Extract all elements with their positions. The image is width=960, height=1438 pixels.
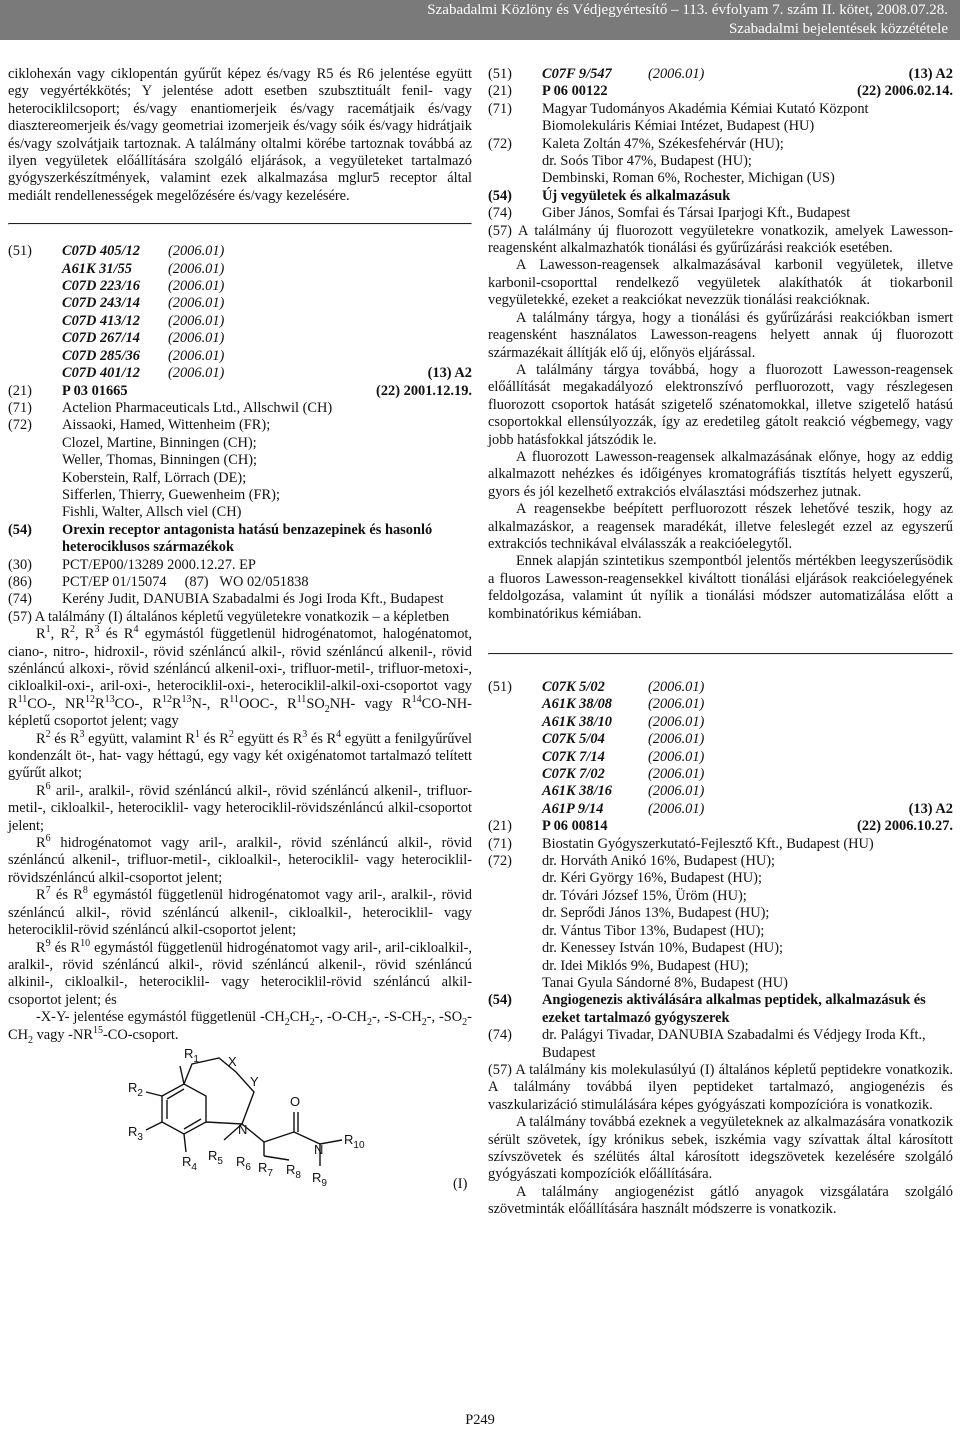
abstract-para: Ennek alapján szintetikus szempontból jelentős mértékben leegyszerűsödik a fluoros Lawesson-reagensekkel kiváltott tionálási eljárások reakcióelegyének feldolgozása, valamint út nyílik a tionálási módszer automatizálása előtt a kombinatórikus kémiában. <box>488 553 953 622</box>
formula-label: (I) <box>453 1175 468 1192</box>
azepine-ring <box>184 1058 254 1124</box>
applicant: Magyar Tudományos Akadémia Kémiai Kutató Központ Biomolekuláris Kémiai Intézet, Budapest (HU) <box>542 100 869 135</box>
inid-86: (86) <box>8 573 32 590</box>
ipc-version: (2006.01) <box>648 731 705 748</box>
inventor: dr. Kenessey István 10%, Budapest (HU); <box>542 940 783 957</box>
application-number: P 06 00122 <box>542 83 608 100</box>
inventor: dr. Vántus Tibor 13%, Budapest (HU); <box>542 922 765 939</box>
ipc-code: C07D 401/12 <box>62 365 140 382</box>
ipc-entry <box>542 696 953 713</box>
ipc-version: (2006.01) <box>168 243 225 260</box>
ipc-code: C07D 223/16 <box>62 278 140 295</box>
application-number: P 06 00814 <box>542 818 608 835</box>
ipc-entry <box>542 783 953 800</box>
kind-code: (13) A2 <box>908 66 953 82</box>
inid-54: (54) <box>488 187 512 204</box>
inventor: Tanai Gyula Sándorné 8%, Budapest (HU) <box>542 974 788 991</box>
abstract-para: $R^7$ és $R^8$ egymástól függetlenül hidrogénatomot vagy aril-, aralkil-, rövid szénláncú alkil-, rövid szénláncú alkenil-, cikloalkil-, heterociklil- vagy heterociklil-rövid szénláncú alkil-csoportot jelent; <box>8 885 472 939</box>
ipc-version: (2006.01) <box>648 800 705 817</box>
inid-22: (22) <box>376 382 401 399</box>
inid-21: (21) <box>8 382 32 399</box>
agent: Kerény Judit, DANUBIA Szabadalmi és Jogi Iroda Kft., Budapest <box>62 591 444 608</box>
right-column <box>488 66 953 1219</box>
bond <box>146 1092 162 1096</box>
inventor: Weller, Thomas, Binningen (CH); <box>62 452 258 469</box>
ipc-code: A61P 9/14 <box>542 800 604 817</box>
filing-date: 2006.02.14. <box>884 83 953 100</box>
filing-date: 2001.12.19. <box>403 382 472 399</box>
abstract-para: A találmány tárgya továbbá, hogy a fluorozott Lawesson-reagensek előállítását megakadályozó elektronszívó perfluorozott, vagy részlegesen fluorozott csoportok hatását szigetelő szénatomokkal, illetve szigetelő hatású csoportokkal ellensúlyozzák, így az eredetileg gátolt reakció végbemegy, vagy jobb hatásfokkal játszódik le. <box>488 361 953 448</box>
ipc-entry <box>62 330 472 347</box>
inid-72: (72) <box>488 853 512 870</box>
atom-label: $R_2$ <box>128 1079 143 1099</box>
ipc-version: (2006.01) <box>168 312 225 329</box>
atom-label: $R_4$ <box>182 1153 197 1173</box>
section-title: Szabadalmi bejelentések közzététele <box>728 21 948 37</box>
ipc-code: C07D 413/12 <box>62 312 140 329</box>
ipc-version: (2006.01) <box>648 66 705 82</box>
inid-74: (74) <box>8 591 32 608</box>
invention-title: Orexin receptor antagonista hatású benzazepinek és hasonló heterociklusos származékok <box>62 521 433 556</box>
bond <box>180 1066 184 1084</box>
atom-label: $R_8$ <box>286 1161 301 1181</box>
ipc-line <box>488 66 953 83</box>
inventor-list <box>542 853 953 992</box>
inid-51: (51) <box>488 679 512 695</box>
inventor: dr. Soós Tibor 47%, Budapest (HU); <box>542 153 752 170</box>
continued-abstract: ciklohexán vagy ciklopentán gyűrűt képez és/vagy R5 és R6 jelentése együtt egy vegyértékkötés; Y jelentése adott esetben szubsztituált fenil- vagy heterociklilcsoport; és/vagy enantiomerjeik és/vagy racemátjaik és/vagy diasztereomerjeik és/vagy geometriai izomerjeik és/vagy sóik és/vagy hidrátjaik és/vagy szolvátjaik tartoznak. A találmány oltalmi körébe tartoznak továbbá az ilyen vegyületek előállítására szolgáló eljárások, a vegyületeket tartalmazó gyógyszerkészítmények, valamint ezek alkalmazása mglur5 receptor által mediált rendellenességek megelőzésére és/vagy kezelésére. <box>8 66 472 204</box>
ipc-code: C07D 285/36 <box>62 347 140 364</box>
inid-22: (22) <box>857 818 882 835</box>
benzene-ring <box>162 1084 206 1134</box>
inid-71: (71) <box>8 399 32 416</box>
inventor: Sifferlen, Thierry, Guewenheim (FR); <box>62 486 280 503</box>
bond <box>264 1156 289 1160</box>
atom-label: $R_9$ <box>312 1169 327 1189</box>
ipc-version: (2006.01) <box>648 713 705 730</box>
abstract-para: $R^2$ és $R^3$ együtt, valamint $R^1$ és $R^2$ együtt és $R^3$ és $R^4$ együtt a fenilgyűrűvel kondenzált öt-, hat- vagy héttagú, egy vagy két oxigénatomot tartalmazó telített gyűrűt alkot; <box>8 728 472 782</box>
structural-formula <box>8 1044 472 1214</box>
abstract-para: A reagensekbe beépített perfluorozott részek lehetővé teszik, hogy az alkalmazáskor, a reagensek maradékát, illetve feleslegét ezzel az egyszerű extrakciós technikával elválasszák a reakcióelegytől. <box>488 501 953 552</box>
ipc-version: (2006.01) <box>168 330 225 347</box>
ipc-version: (2006.01) <box>648 748 705 765</box>
page-number: P249 <box>465 1412 495 1428</box>
ipc-code: C07D 405/12 <box>62 243 140 260</box>
ipc-code: C07D 267/14 <box>62 330 140 347</box>
priority: PCT/EP00/13289 2000.12.27. EP <box>62 556 256 573</box>
inventor: dr. Tóvári József 15%, Üröm (HU); <box>542 887 747 904</box>
page-header <box>0 0 960 40</box>
abstract-intro: (57) A találmány kis molekulasúlyú (I) általános képletű peptidekre vonatkozik. A találmány továbbá ilyen peptideket tartalmazó, angiogenézis és vaszkularizáció stimulálására képes gyógyászati kompozícióra is vonatkozik. <box>488 1061 953 1113</box>
inid-74: (74) <box>488 205 512 222</box>
atom-label: N <box>238 1121 248 1137</box>
ipc-list <box>62 243 472 382</box>
agent: Giber János, Somfai és Társai Iparjogi Kft., Budapest <box>542 205 851 222</box>
application-line <box>488 818 953 835</box>
ipc-code: A61K 38/08 <box>542 696 612 713</box>
application-line <box>8 383 472 400</box>
inventor: Aissaoki, Hamed, Wittenheim (FR); <box>62 417 271 434</box>
atom-label: X <box>228 1053 237 1069</box>
ipc-code: C07K 7/14 <box>542 748 605 765</box>
ipc-entry <box>62 243 472 260</box>
invention-title: Új vegyületek és alkalmazásuk <box>542 187 731 204</box>
ipc-entry <box>62 348 472 365</box>
inid-51: (51) <box>488 66 512 82</box>
inid-72: (72) <box>8 417 32 434</box>
application-line <box>488 83 953 100</box>
ipc-entry <box>62 278 472 295</box>
journal-title: Szabadalmi Közlöny és Védjegyértesítő – 113. évfolyam 7. szám II. kötet, 2008.07.28. <box>427 2 948 18</box>
ipc-entry <box>542 679 953 696</box>
ipc-list <box>542 679 953 818</box>
bond <box>146 1122 162 1130</box>
ipc-version: (2006.01) <box>648 783 705 800</box>
wo-number: WO 02/051838 <box>219 573 309 590</box>
ipc-code: A61K 31/55 <box>62 260 132 277</box>
abstract-para: $R^6$ hidrogénatomot vagy aril-, aralkil-, rövid szénláncú alkil-, rövid szénláncú alkenil-, trifluor-metil-, cikloalkil-, heterociklil- vagy heterociklil-rövidszénláncú alkil-csoportot jelent; <box>8 833 472 886</box>
inventor: dr. Seprődi János 13%, Budapest (HU); <box>542 905 770 922</box>
ipc-version: (2006.01) <box>168 278 225 295</box>
inid-71: (71) <box>488 100 512 117</box>
abstract-para: -X-Y- jelentése egymástól függetlenül $-CH_2CH_2-$, $-O-CH_2-$, $-S-CH_2-$, $-SO_2-CH_2$ vagy -NR$^{15}$-CO-csoport. <box>8 1009 472 1046</box>
inventor: Clozel, Martine, Binningen (CH); <box>62 434 257 451</box>
ipc-entry <box>542 749 953 766</box>
ipc-code: C07D 243/14 <box>62 295 140 312</box>
ipc-code: A61K 38/16 <box>542 783 612 800</box>
inid-54: (54) <box>488 992 512 1009</box>
abstract-para: $R^9$ és $R^{10}$ egymástól függetlenül hidrogénatomot vagy aril-, aril-cikloalkil-, aralkil-, rövid szénláncú alkil-, rövid szénláncú alkenil-, rövid szénláncú alkinil-, cikloalkil-, heterociklil- vagy heterociklil-rövid szénláncú alkil-csoportot jelent; és <box>8 937 472 1008</box>
inid-22: (22) <box>857 83 882 100</box>
ipc-entry <box>542 766 953 783</box>
application-number: P 03 01665 <box>62 382 128 399</box>
bond <box>264 1132 294 1142</box>
inventor: Koberstein, Ralf, Lörrach (DE); <box>62 469 247 486</box>
double-bond <box>184 1119 201 1129</box>
kind-code: (13) A2 <box>427 365 472 382</box>
ipc-entry <box>542 731 953 748</box>
atom-label: O <box>290 1093 301 1109</box>
applicant: Biostatin Gyógyszerkutató-Fejlesztő Kft., Budapest (HU) <box>542 835 874 852</box>
ipc-code: C07K 7/02 <box>542 766 605 783</box>
ipc-entry <box>542 801 953 818</box>
pct-number: PCT/EP 01/15074 <box>62 573 167 590</box>
ipc-version: (2006.01) <box>168 347 225 364</box>
inid-51: (51) <box>8 243 32 260</box>
abstract-intro: (57) A találmány (I) általános képletű vegyületekre vonatkozik – a képletben <box>8 608 450 625</box>
atom-label: N <box>314 1141 324 1157</box>
ipc-code: A61K 38/10 <box>542 713 612 730</box>
ipc-code: C07F 9/547 <box>542 66 612 82</box>
applicant: Actelion Pharmaceuticals Ltd., Allschwil (CH) <box>62 399 333 416</box>
inventor: dr. Horváth Anikó 16%, Budapest (HU); <box>542 853 776 870</box>
ipc-code: C07K 5/02 <box>542 679 605 695</box>
ipc-version: (2006.01) <box>648 696 705 713</box>
inventor: dr. Idei Miklós 9%, Budapest (HU); <box>542 957 749 974</box>
atom-label: $R_5$ <box>208 1147 223 1167</box>
inid-74: (74) <box>488 1027 512 1044</box>
invention-title: Angiogenezis aktiválására alkalmas peptidek, alkalmazásuk és ezeket tartalmazó gyógyszerek <box>542 992 926 1026</box>
kind-code: (13) A2 <box>908 800 953 817</box>
agent: dr. Palágyi Tivadar, DANUBIA Szabadalmi és Védjegy Iroda Kft., Budapest <box>542 1027 926 1061</box>
inid-30: (30) <box>8 556 32 573</box>
atom-label: $R_7$ <box>258 1159 273 1179</box>
abstract-para: $R^1$, $R^2$, $R^3$ és $R^4$ egymástól függetlenül hidrogénatomot, halogénatomot, ciano-, nitro-, hidroxil-, rövid szénláncú alkil-, rövid szénláncú alkenil-, rövid szénláncú alkoxi-, rövid szénláncú alkenil-oxi-, trifluor-metil-, trifluor-metoxi-, cikloalkil-oxi-, aril-oxi-, heterociklil-oxi-, heterociklil-alkil-oxi-csoportot vagy $R^{11}CO-$, $NR^{12}R^{13}CO-$, $R^{12}R^{13}N-$, $R^{11}OOC-$, $R^{11}SO_2NH-$ vagy $R^{14}CO-NH$-képletű csoportot jelent; vagy <box>8 624 473 730</box>
inventor: Kaleta Zoltán 47%, Székesfehérvár (HU); <box>542 135 784 152</box>
ipc-entry <box>62 365 472 382</box>
ipc-block <box>8 243 472 382</box>
atom-label: $R_{10}$ <box>344 1131 365 1151</box>
ipc-code: C07K 5/04 <box>542 731 605 748</box>
inventor-list <box>62 417 472 521</box>
ipc-version: (2006.01) <box>168 260 225 277</box>
abstract-para: $R^6$ aril-, aralkil-, rövid szénláncú alkil-, rövid szénláncú alkenil-, trifluor-metil-, cikloalkil-, heterociklil- vagy heterociklil-rövidszénláncú alkil-csoportot jelent; <box>8 781 472 834</box>
ipc-version: (2006.01) <box>648 679 705 695</box>
inventor: Dembinski, Roman 6%, Rochester, Michigan (US) <box>542 170 835 187</box>
filing-date: 2006.10.27. <box>884 818 953 835</box>
ipc-version: (2006.01) <box>168 365 225 382</box>
abstract-para: A találmány továbbá ezeknek a vegyületeknek az alkalmazására vonatkozik sérült szövetek, így krónikus sebek, iszkémia vagy szívattak által károsított szívszövetek és szélütés által károsított idegszövetek kezelésére szolgáló gyógyászati kompozíciók előállítására. <box>488 1114 953 1183</box>
ipc-entry <box>542 714 953 731</box>
atom-label: $R_1$ <box>184 1045 199 1065</box>
abstract-intro: (57) A találmány új fluorozott vegyületekre vonatkozik, amelyek Lawesson-reagensként alkalmazhatók tionálási és gyűrűzárási reakciók esetében. <box>488 222 953 257</box>
abstract-para: A fluorozott Lawesson-reagensek alkalmazásának előnye, hogy az eddig alkalmazott nehézkes és időigényes kromatográfiás tisztítás helyett egyszerű, gyors és jól kezelhető extrakciós elválasztási módszerhez jutnak. <box>488 448 953 500</box>
abstract-para: A Lawesson-reagensek alkalmazásával karbonil vegyületek, illetve karbonil-csoporttal rendelkező vegyületek alakíthatók át tiokarbonil vegyületekké, ezeket a reakciókat nevezzük tionálási reakcióknak. <box>488 257 953 309</box>
ipc-block <box>488 679 953 818</box>
formula-drawing <box>124 1044 374 1214</box>
abstract-para: A találmány tárgya, hogy a tionálási és gyűrűzárási reakciókban ismert reagensként használatos Lawesson-reagens helyett annak új fluorozott származékait állítják elő új, előnyös eljárással. <box>488 309 953 361</box>
ipc-entry <box>62 313 472 330</box>
atom-label: Y <box>250 1073 259 1089</box>
ipc-version: (2006.01) <box>648 766 705 783</box>
bond <box>184 1134 186 1152</box>
ipc-entry <box>62 261 472 278</box>
left-column <box>8 66 472 1214</box>
inid-87: (87) <box>184 573 209 590</box>
double-bond <box>167 1089 184 1099</box>
abstract-para: A találmány angiogenézist gátló anyagok vizsgálatára szolgáló szövetminták előállítására használt módszerre is vonatkozik. <box>488 1183 953 1218</box>
inid-72: (72) <box>488 135 512 152</box>
inid-21: (21) <box>488 83 512 100</box>
ipc-entry <box>62 295 472 312</box>
inid-71: (71) <box>488 835 512 852</box>
atom-label: $R_6$ <box>236 1153 251 1173</box>
atom-label: $R_3$ <box>128 1123 143 1143</box>
inventor: dr. Kéri György 16%, Budapest (HU); <box>542 870 762 887</box>
inid-54: (54) <box>8 521 32 538</box>
inventor: Fishli, Walter, Allsch viel (CH) <box>62 504 242 521</box>
inid-21: (21) <box>488 818 512 835</box>
ipc-version: (2006.01) <box>168 295 225 312</box>
inventor-list <box>542 136 953 188</box>
